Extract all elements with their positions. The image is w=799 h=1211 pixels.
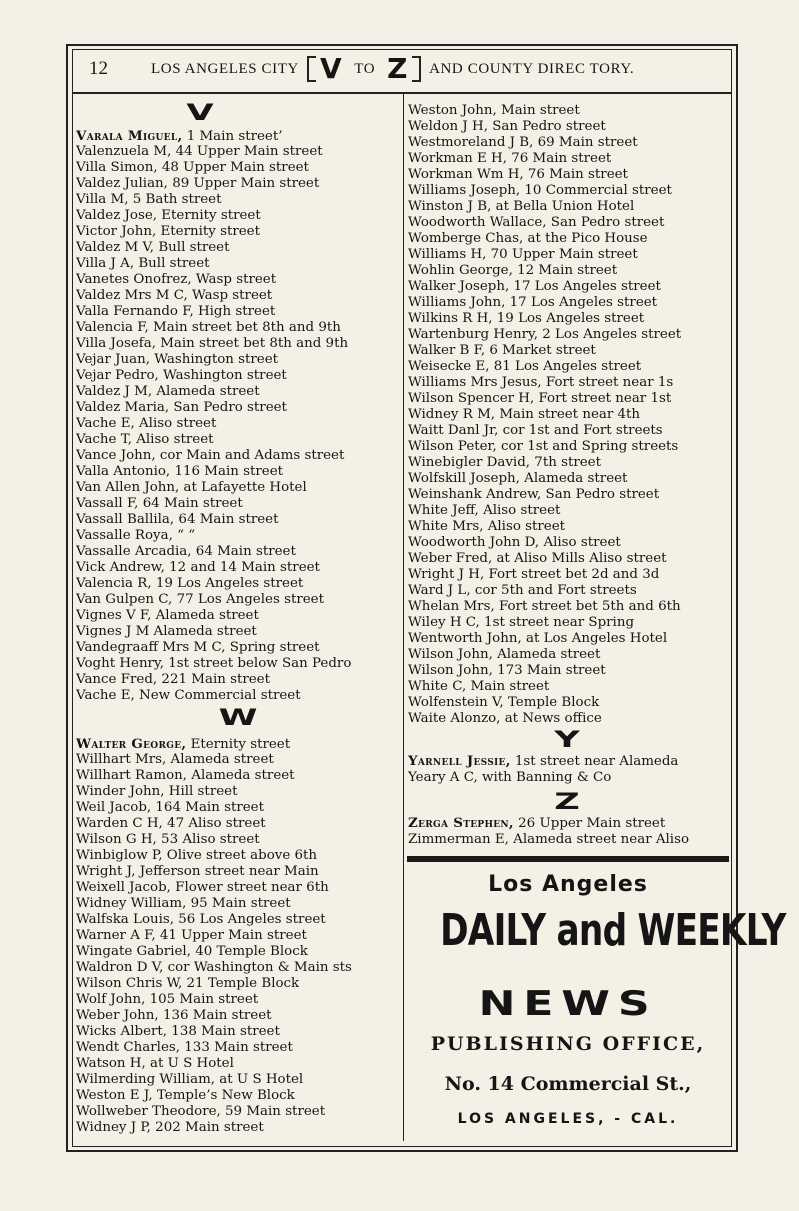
directory-entry: Wilson Peter, cor 1st and Spring streets	[408, 439, 679, 454]
entry-text: Vache T, Aliso street	[76, 432, 214, 447]
entry-text: Waldron D V, cor Washington & Main sts	[76, 960, 352, 975]
entry-text: Valdez J M, Alameda street	[76, 384, 260, 399]
directory-entry	[76, 912, 400, 928]
entry-text: Weston E J, Temple’s New Block	[76, 1088, 295, 1103]
z-section-entries	[408, 815, 689, 848]
directory-entry: Williams Joseph, 10 Commercial street	[408, 183, 672, 198]
directory-entry	[76, 832, 400, 848]
entry-text: Vance John, cor Main and Adams street	[76, 448, 345, 463]
right-column	[408, 103, 730, 727]
directory-entry: Wright J H, Fort street bet 2d and 3d	[408, 567, 660, 582]
header-letter-from: V	[319, 52, 343, 85]
entry-text: Villa M, 5 Bath street	[76, 192, 222, 207]
entry-text: Vance Fred, 221 Main street	[76, 672, 270, 687]
entry-text: Wright J, Jefferson street near Main	[76, 864, 319, 879]
entry-text: Van Allen John, at Lafayette Hotel	[76, 480, 307, 495]
directory-entry: Winston J B, at Bella Union Hotel	[408, 199, 635, 214]
directory-entry	[76, 320, 400, 336]
directory-entry: Walker B F, 6 Market street	[408, 343, 596, 358]
entry-text: Valencia F, Main street bet 8th and 9th	[76, 320, 341, 335]
entry-text: 1 Main street’	[182, 129, 283, 144]
directory-entry	[76, 608, 400, 624]
directory-entry	[76, 1008, 400, 1024]
entry-text: Wilmerding William, at U S Hotel	[76, 1072, 304, 1087]
directory-entry: Walker Joseph, 17 Los Angeles street	[408, 279, 661, 294]
entry-text: Valdez Maria, San Pedro street	[76, 400, 287, 415]
directory-entry	[76, 304, 400, 320]
directory-entry: Whelan Mrs, Fort street bet 5th and 6th	[408, 599, 681, 614]
directory-entry	[76, 496, 400, 512]
entry-text: Vache E, New Commercial street	[76, 688, 301, 703]
directory-entry: Williams John, 17 Los Angeles street	[408, 295, 658, 310]
directory-entry	[76, 400, 400, 416]
directory-entry	[76, 272, 400, 288]
directory-entry: Wilkins R H, 19 Los Angeles street	[408, 311, 645, 326]
directory-entry: Wentworth John, at Los Angeles Hotel	[408, 631, 668, 646]
section-heading-v: V	[186, 101, 214, 126]
header-title	[151, 52, 635, 85]
directory-entry	[76, 224, 400, 240]
directory-entry	[76, 464, 400, 480]
left-bracket	[307, 56, 316, 82]
directory-entry	[76, 160, 400, 176]
header-letter-to: Z	[387, 52, 409, 85]
directory-entry	[76, 752, 400, 768]
entry-text: Wollweber Theodore, 59 Main street	[76, 1104, 326, 1119]
entry-text: Weil Jacob, 164 Main street	[76, 800, 264, 815]
directory-entry	[76, 208, 400, 224]
entry-text: Vassall Ballila, 64 Main street	[76, 512, 279, 527]
entry-text: Wingate Gabriel, 40 Temple Block	[76, 944, 308, 959]
directory-entry	[76, 352, 400, 368]
entry-text: Willhart Mrs, Alameda street	[76, 752, 274, 767]
entry-text: Zimmerman E, Alameda street near Aliso	[408, 832, 690, 847]
entry-text: Walfska Louis, 56 Los Angeles street	[76, 912, 326, 927]
entry-text: Wilson Chris W, 21 Temple Block	[76, 976, 300, 991]
directory-entry	[76, 256, 400, 272]
directory-entry: White C, Main street	[408, 679, 550, 694]
directory-entry: Weber Fred, at Aliso Mills Aliso street	[408, 551, 667, 566]
directory-entry	[76, 1104, 400, 1120]
directory-entry: White Mrs, Aliso street	[408, 519, 566, 534]
entry-text: Weixell Jacob, Flower street near 6th	[76, 880, 329, 895]
directory-entry: White Jeff, Aliso street	[408, 503, 561, 518]
entry-text: Widney J P, 202 Main street	[76, 1120, 264, 1135]
entry-text: Villa J A, Bull street	[76, 256, 210, 271]
advertisement-rule	[407, 856, 729, 862]
directory-entry	[76, 560, 400, 576]
directory-entry	[76, 176, 400, 192]
entry-text: Valenzuela M, 44 Upper Main street	[76, 144, 323, 159]
entry-text: Winbiglow P, Olive street above 6th	[76, 848, 318, 863]
entry-text: Vignes V F, Alameda street	[76, 608, 259, 623]
entry-text: Vejar Juan, Washington street	[76, 352, 279, 367]
section-heading-y: Y	[554, 728, 580, 753]
directory-entry: Waite Alonzo, at News office	[408, 711, 602, 726]
entry-name-smallcaps: Yarnell Jessie,	[408, 753, 511, 769]
directory-entry	[76, 736, 400, 752]
section-gap	[76, 704, 400, 736]
directory-entry	[408, 753, 678, 770]
directory-entry: Weinshank Andrew, San Pedro street	[408, 487, 660, 502]
directory-entry	[76, 1120, 400, 1136]
header-to-word: TO	[354, 60, 376, 77]
header-title-right: AND COUNTY DIREC TORY.	[429, 60, 635, 77]
entry-text: Valla Fernando F, High street	[76, 304, 276, 319]
left-column	[76, 128, 400, 1136]
directory-entry	[76, 448, 400, 464]
directory-entry: Waitt Danl Jr, cor 1st and Fort streets	[408, 423, 663, 438]
entry-text: Wolf John, 105 Main street	[76, 992, 259, 1007]
directory-entry: Winebigler David, 7th street	[408, 455, 601, 470]
directory-entry: Wilson John, 173 Main street	[408, 663, 606, 678]
entry-text: Vassalle Arcadia, 64 Main street	[76, 544, 296, 559]
directory-entry: Weldon J H, San Pedro street	[408, 119, 606, 134]
directory-entry	[76, 800, 400, 816]
ad-city: Los Angeles	[488, 872, 648, 897]
entry-text: Yeary A C, with Banning & Co	[408, 770, 612, 785]
directory-entry	[408, 770, 678, 786]
directory-entry: Woodworth Wallace, San Pedro street	[408, 215, 665, 230]
directory-entry: Womberge Chas, at the Pico House	[408, 231, 648, 246]
entry-text: Vejar Pedro, Washington street	[76, 368, 287, 383]
page-header	[73, 50, 731, 94]
header-title-left: LOS ANGELES CITY	[151, 60, 299, 77]
directory-entry: Weston John, Main street	[408, 103, 580, 118]
entry-text: 26 Upper Main street	[513, 816, 666, 831]
directory-entry: Wolfskill Joseph, Alameda street	[408, 471, 628, 486]
directory-entry	[76, 960, 400, 976]
entry-text: Valdez Mrs M C, Wasp street	[76, 288, 273, 303]
directory-entry	[76, 896, 400, 912]
directory-entry	[76, 592, 400, 608]
directory-entry	[76, 656, 400, 672]
ad-location: LOS ANGELES, - CAL.	[457, 1111, 679, 1127]
directory-entry: Workman Wm H, 76 Main street	[408, 167, 628, 182]
entry-text: Warner A F, 41 Upper Main street	[76, 928, 307, 943]
directory-entry	[76, 976, 400, 992]
directory-entry	[76, 1088, 400, 1104]
directory-entry	[76, 848, 400, 864]
directory-entry: Ward J L, cor 5th and Fort streets	[408, 583, 637, 598]
entry-text: Valla Antonio, 116 Main street	[76, 464, 284, 479]
directory-entry	[408, 832, 689, 848]
entry-name-smallcaps: Varala Miguel,	[76, 128, 183, 144]
entry-text: Valencia R, 19 Los Angeles street	[76, 576, 304, 591]
entry-text: Villa Simon, 48 Upper Main street	[76, 160, 309, 175]
entry-text: Wendt Charles, 133 Main street	[76, 1040, 293, 1055]
entry-text: Valdez Jose, Eternity street	[76, 208, 261, 223]
y-section-entries	[408, 753, 678, 786]
directory-entry	[76, 128, 400, 144]
directory-entry	[76, 688, 400, 704]
directory-entry: Wilson Spencer H, Fort street near 1st	[408, 391, 672, 406]
directory-entry	[76, 384, 400, 400]
entry-text: Vignes J M Alameda street	[76, 624, 257, 639]
directory-entry: Westmoreland J B, 69 Main street	[408, 135, 638, 150]
entry-text: Watson H, at U S Hotel	[76, 1056, 234, 1071]
directory-entry	[76, 1072, 400, 1088]
directory-entry	[76, 992, 400, 1008]
entry-text: Widney William, 95 Main street	[76, 896, 291, 911]
directory-entry	[76, 768, 400, 784]
directory-entry	[76, 1056, 400, 1072]
directory-entry: Williams H, 70 Upper Main street	[408, 247, 638, 262]
entry-text: Eternity street	[186, 737, 291, 752]
directory-entry: Woodworth John D, Aliso street	[408, 535, 621, 550]
ad-news: NEWS	[478, 984, 658, 1024]
directory-entry	[76, 416, 400, 432]
ad-paper-title: DAILY and WEEKLY	[440, 905, 786, 956]
ad-publishing-office: PUBLISHING OFFICE,	[430, 1033, 706, 1055]
entry-text: Vassalle Roya, “ “	[76, 528, 196, 543]
directory-entry	[76, 512, 400, 528]
entry-text: Willhart Ramon, Alameda street	[76, 768, 295, 783]
directory-entry: Wilson John, Alameda street	[408, 647, 601, 662]
directory-entry	[76, 288, 400, 304]
entry-text: Villa Josefa, Main street bet 8th and 9th	[76, 336, 349, 351]
section-heading-z: Z	[554, 790, 580, 815]
directory-entry	[76, 928, 400, 944]
directory-entry	[76, 1024, 400, 1040]
directory-entry: Wartenburg Henry, 2 Los Angeles street	[408, 327, 682, 342]
directory-entry: Wolfenstein V, Temple Block	[408, 695, 600, 710]
directory-entry	[76, 192, 400, 208]
entry-text: Voght Henry, 1st street below San Pedro	[76, 656, 352, 671]
directory-entry	[76, 944, 400, 960]
entry-text: Wilson G H, 53 Aliso street	[76, 832, 260, 847]
entry-name-smallcaps: Zerga Stephen,	[408, 815, 514, 831]
entry-text: Van Gulpen C, 77 Los Angeles street	[76, 592, 324, 607]
directory-entry	[76, 544, 400, 560]
entry-text: Vanetes Onofrez, Wasp street	[76, 272, 277, 287]
entry-text: Vache E, Aliso street	[76, 416, 217, 431]
directory-entry: Williams Mrs Jesus, Fort street near 1s	[408, 375, 674, 390]
directory-entry	[76, 336, 400, 352]
directory-entry: Wiley H C, 1st street near Spring	[408, 615, 635, 630]
entry-text: Wicks Albert, 138 Main street	[76, 1024, 280, 1039]
directory-entry	[408, 815, 689, 832]
entry-text: Warden C H, 47 Aliso street	[76, 816, 266, 831]
entry-text: Weber John, 136 Main street	[76, 1008, 272, 1023]
directory-entry	[76, 624, 400, 640]
directory-entry	[76, 864, 400, 880]
directory-entry	[76, 816, 400, 832]
section-heading-w: W	[218, 706, 258, 731]
entry-text: Winder John, Hill street	[76, 784, 238, 799]
directory-entry	[76, 1040, 400, 1056]
right-bracket	[412, 56, 421, 82]
directory-entry	[76, 144, 400, 160]
page-number: 12	[89, 58, 108, 79]
directory-entry	[76, 240, 400, 256]
directory-entry	[76, 640, 400, 656]
entry-text: Vassall F, 64 Main street	[76, 496, 243, 511]
entry-text: Valdez M V, Bull street	[76, 240, 230, 255]
entry-text: 1st street near Alameda	[510, 754, 679, 769]
directory-entry: Widney R M, Main street near 4th	[408, 407, 641, 422]
entry-text: Vick Andrew, 12 and 14 Main street	[76, 560, 320, 575]
entry-name-smallcaps: Walter George,	[76, 736, 187, 752]
directory-entry: Workman E H, 76 Main street	[408, 151, 612, 166]
entry-text: Vandegraaff Mrs M C, Spring street	[76, 640, 320, 655]
directory-entry	[76, 880, 400, 896]
directory-entry: Weisecke E, 81 Los Angeles street	[408, 359, 642, 374]
directory-entry: Wohlin George, 12 Main street	[408, 263, 618, 278]
directory-entry	[76, 576, 400, 592]
directory-entry	[76, 368, 400, 384]
directory-entry	[76, 480, 400, 496]
directory-entry	[76, 672, 400, 688]
ad-address: No. 14 Commercial St.,	[444, 1073, 692, 1095]
entry-text: Victor John, Eternity street	[76, 224, 260, 239]
entry-text: Valdez Julian, 89 Upper Main street	[76, 176, 320, 191]
directory-entry	[76, 432, 400, 448]
directory-entry	[76, 528, 400, 544]
directory-entry	[76, 784, 400, 800]
